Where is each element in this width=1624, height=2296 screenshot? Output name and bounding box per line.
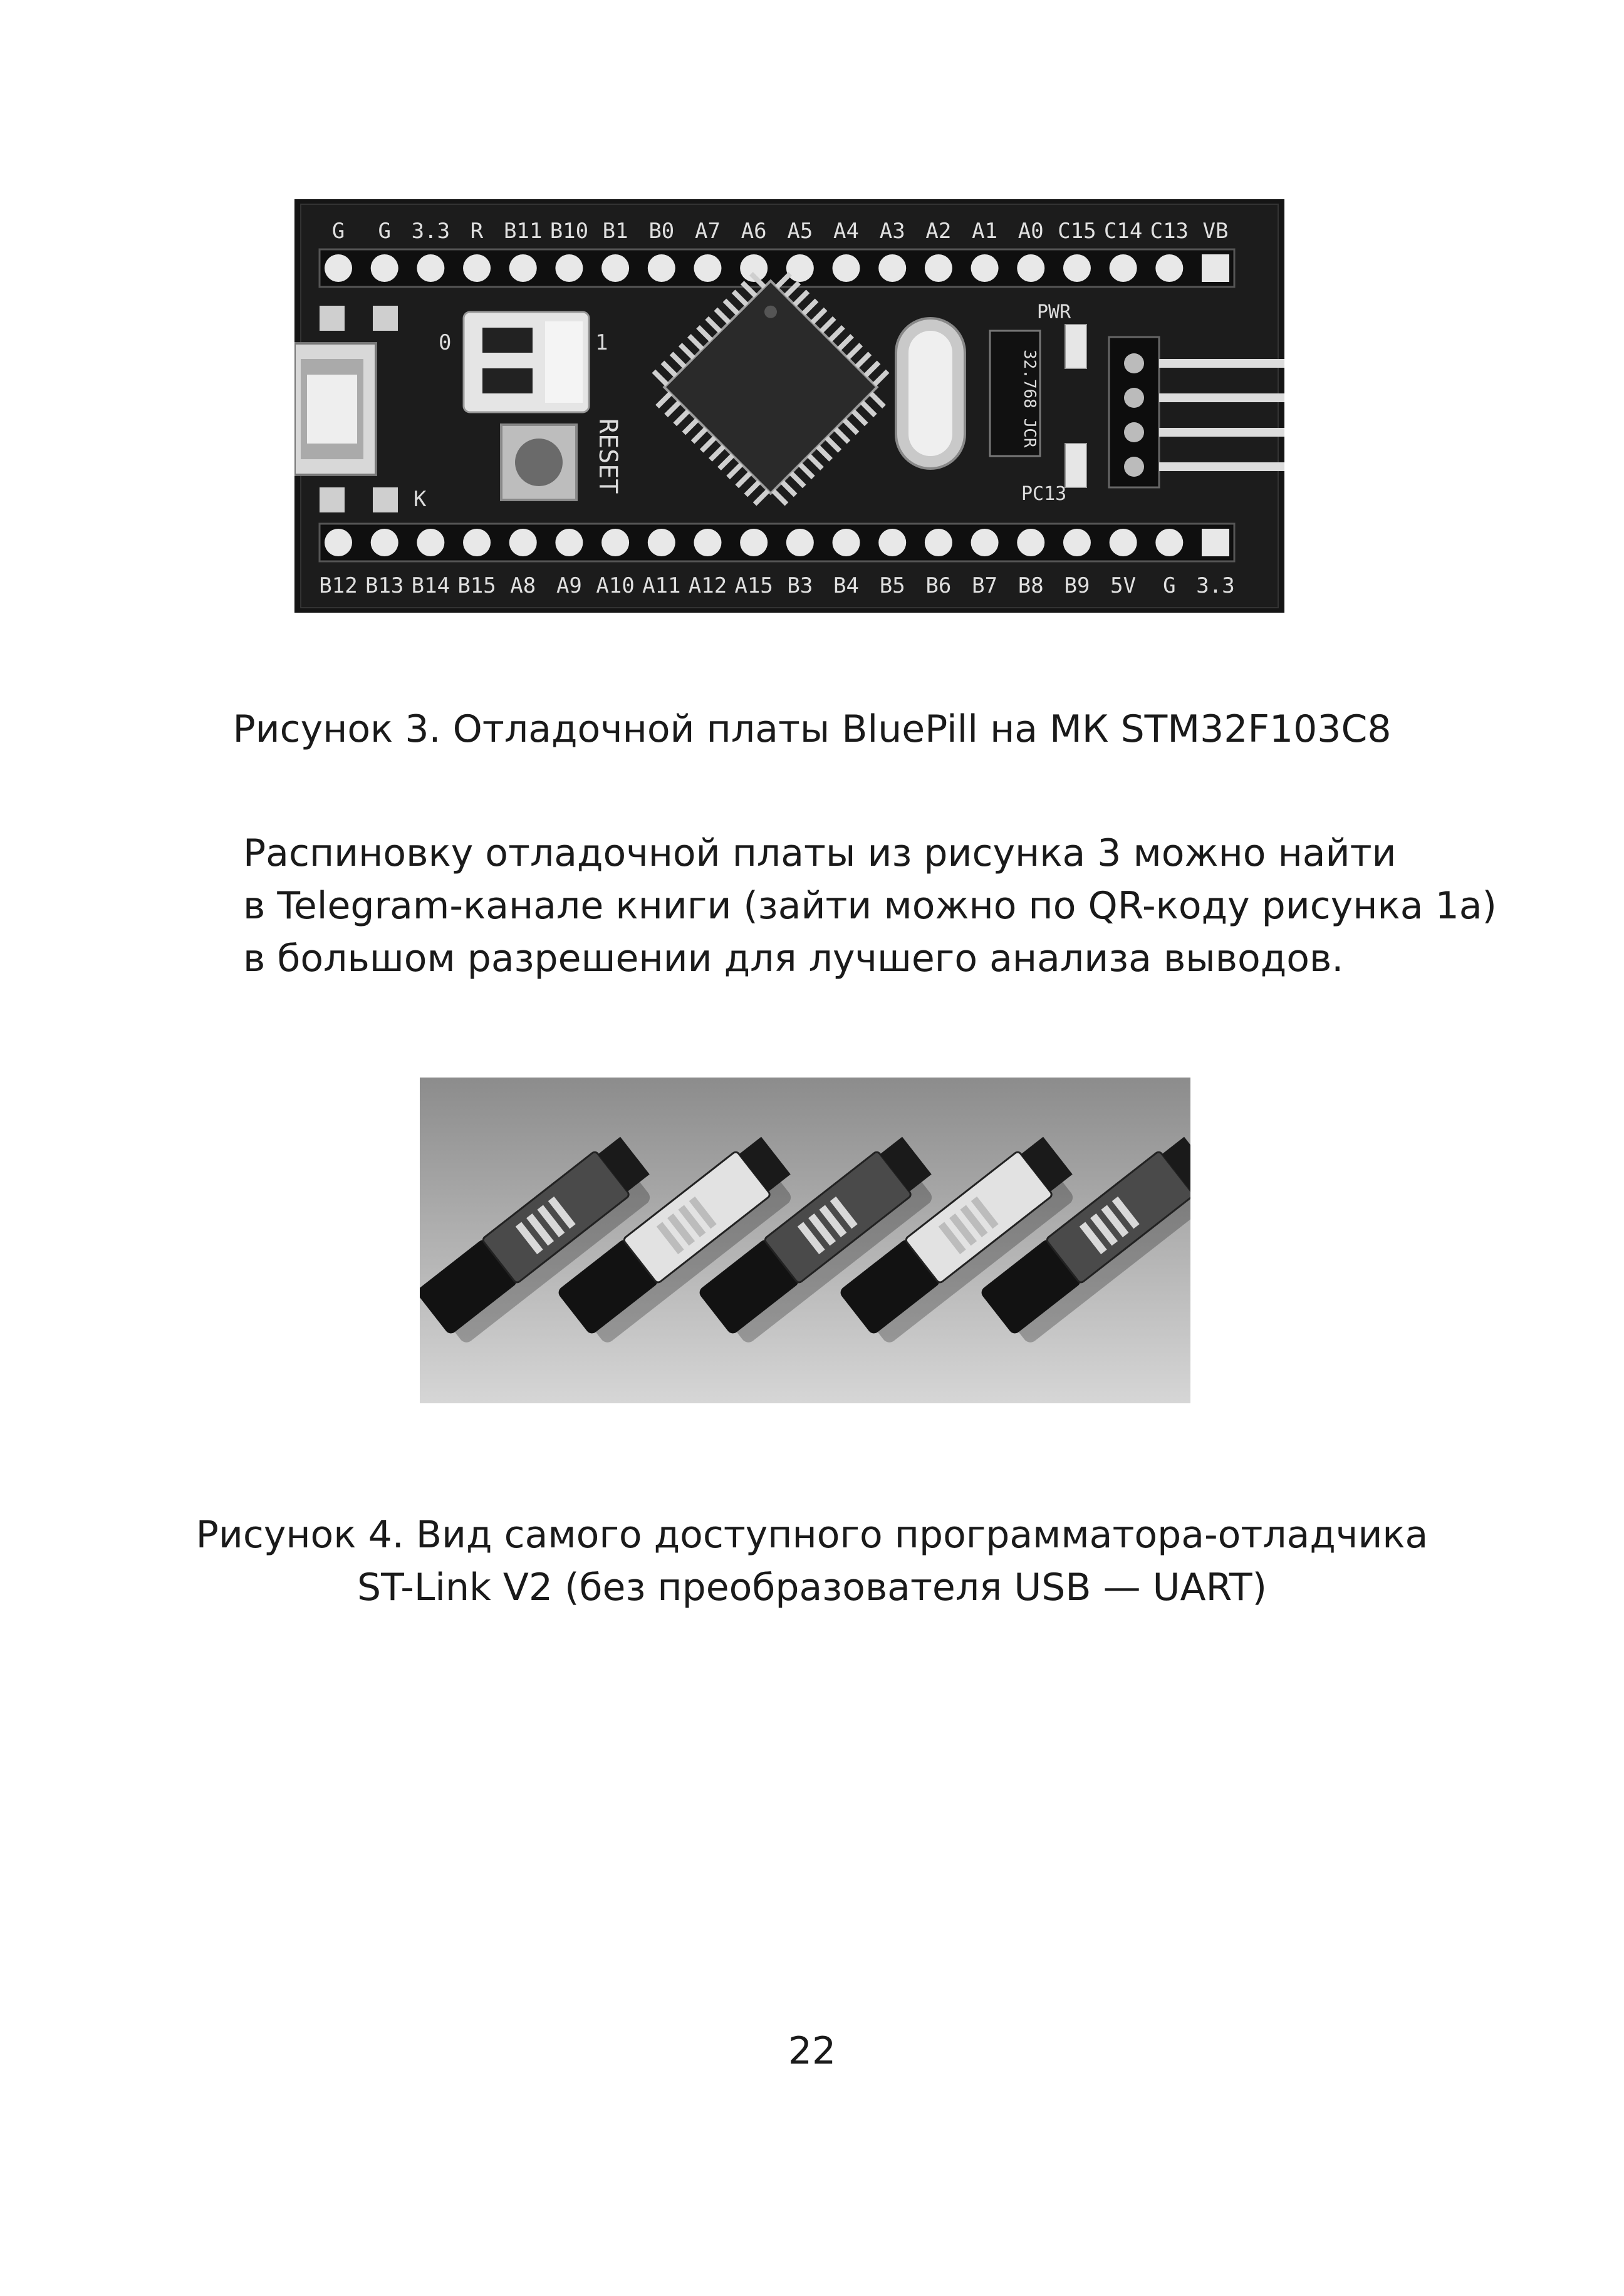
boot-one-label: 1 <box>595 330 608 355</box>
pc13-label: PC13 <box>1021 483 1067 505</box>
header-pin <box>371 254 398 282</box>
pin-label: A6 <box>741 219 767 244</box>
pin-label: A10 <box>596 573 635 598</box>
pin-label: B7 <box>972 573 998 598</box>
pin-label: G <box>1163 573 1176 598</box>
pin-label: B10 <box>549 219 589 244</box>
header-pin <box>971 254 999 282</box>
pin-label: A2 <box>925 219 952 244</box>
pin-label: A11 <box>642 573 681 598</box>
header-pin <box>325 254 352 282</box>
pin-label: B1 <box>602 219 628 244</box>
header-pin <box>555 529 583 556</box>
pin-label: A8 <box>510 573 536 598</box>
header-pin <box>1017 529 1044 556</box>
header-pin <box>1155 254 1183 282</box>
header-pin <box>325 529 352 556</box>
pin-label: C13 <box>1150 219 1189 244</box>
header-pin <box>648 254 675 282</box>
header-pin <box>740 529 768 556</box>
header-pin <box>1110 529 1137 556</box>
header-pin <box>833 529 860 556</box>
header-pin <box>371 529 398 556</box>
header-pin <box>417 254 444 282</box>
header-pin <box>601 254 629 282</box>
pin-label: A9 <box>556 573 582 598</box>
pin-label: B0 <box>648 219 675 244</box>
bluepill-board-photo <box>294 199 1284 613</box>
pin-label: A0 <box>1018 219 1044 244</box>
figure4-caption <box>0 1509 1624 1614</box>
pin-label: A7 <box>694 219 721 244</box>
pin-label: B11 <box>504 219 543 244</box>
header-pin <box>555 254 583 282</box>
paragraph-line: в большом разрешении для лучшего анализа выводов. <box>243 937 1344 980</box>
header-pin <box>1202 529 1229 556</box>
pin-label: B12 <box>319 573 358 598</box>
figure3-caption: Рисунок 3. Отладочной платы BluePill на МК STM32F103C8 <box>232 707 1392 751</box>
header-pin <box>833 254 860 282</box>
header-pin <box>417 529 444 556</box>
header-pin <box>694 529 721 556</box>
figure4-caption-line: ST-Link V2 (без преобразователя USB — UART) <box>357 1566 1267 1609</box>
pin-label: G <box>331 219 345 244</box>
boot-jumpers <box>439 312 608 412</box>
pin-label: G <box>378 219 391 244</box>
crystal-oscillator <box>896 318 965 469</box>
header-pin <box>463 529 491 556</box>
pin-label: B9 <box>1064 573 1090 598</box>
pwr-label: PWR <box>1037 301 1071 323</box>
pin-label: A3 <box>879 219 905 244</box>
pin-label: B13 <box>365 573 404 598</box>
header-pin <box>601 529 629 556</box>
header-pin <box>463 254 491 282</box>
header-pin <box>925 529 952 556</box>
header-pin <box>694 254 721 282</box>
stlink-photo-svg <box>420 1078 1190 1403</box>
pin-label: 3.3 <box>1196 573 1235 598</box>
header-pin <box>1110 254 1137 282</box>
pin-label: B5 <box>879 573 905 598</box>
pin-label: B3 <box>787 573 813 598</box>
pin-label: A4 <box>833 219 860 244</box>
header-pin <box>878 254 906 282</box>
pin-label: A15 <box>734 573 773 598</box>
rtc-crystal <box>990 331 1040 456</box>
paragraph-line: Распиновку отладочной платы из рисунка 3 можно найти <box>243 831 1397 875</box>
pin-label: C14 <box>1103 219 1143 244</box>
body-paragraph <box>243 827 1497 985</box>
pin-label: B6 <box>925 573 952 598</box>
pin-label: B14 <box>411 573 450 598</box>
micro-usb-connector <box>294 343 376 475</box>
pin-label: B15 <box>457 573 496 598</box>
pin-label: A12 <box>688 573 727 598</box>
header-pin <box>878 529 906 556</box>
bluepill-board-svg <box>294 199 1284 613</box>
figure4-caption-line: Рисунок 4. Вид самого доступного программатора-отладчика <box>195 1513 1429 1557</box>
header-pin <box>1063 529 1091 556</box>
header-pin <box>786 529 814 556</box>
pin-label: B8 <box>1018 573 1044 598</box>
pin-label: C15 <box>1058 219 1096 244</box>
header-pin <box>1017 254 1044 282</box>
k-label: K <box>414 487 427 512</box>
page-number: 22 <box>788 2029 836 2073</box>
header-pin <box>509 529 537 556</box>
paragraph-line: в Telegram-канале книги (зайти можно по QR-коду рисунка 1а) <box>243 884 1497 928</box>
header-pin <box>1202 254 1229 282</box>
header-pin <box>509 254 537 282</box>
pin-label: B4 <box>833 573 860 598</box>
reset-button <box>501 425 576 500</box>
header-pin <box>786 254 814 282</box>
rtc-crystal-label: 32.768 JCR <box>1020 350 1039 448</box>
header-pin <box>925 254 952 282</box>
pin-label: A5 <box>787 219 813 244</box>
header-pin <box>1155 529 1183 556</box>
pin-label: A1 <box>972 219 998 244</box>
header-pin <box>648 529 675 556</box>
pin-label: 5V <box>1110 573 1137 598</box>
boot-zero-label: 0 <box>439 330 452 355</box>
reset-label: RESET <box>593 418 622 494</box>
header-pin <box>1063 254 1091 282</box>
pin-label: R <box>470 219 484 244</box>
header-pin <box>971 529 999 556</box>
stlink-programmers-photo <box>420 1078 1190 1403</box>
pin-label: 3.3 <box>411 219 450 244</box>
pin-label: VB <box>1202 219 1229 244</box>
